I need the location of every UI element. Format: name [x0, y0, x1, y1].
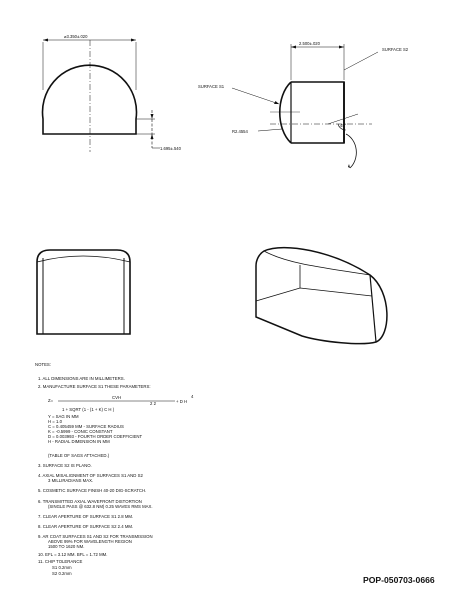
param-radial: H - RADIAL DIMENSION IN MM [48, 439, 110, 444]
surface-s2-label: SURFACE S2 [382, 47, 409, 52]
notes-block [35, 362, 194, 576]
note-9-line-1: 9. AR COAT SURFACES S1 AND S2 FOR TRANSMISSION [38, 534, 153, 539]
formula-tail: + D H [176, 399, 188, 404]
param-h: H = 1.0 [48, 419, 62, 424]
angle-callout: 45° [340, 123, 347, 128]
formula-exponent-4: 4 [191, 394, 194, 399]
front-height-dimension: 1.695±.540 [160, 146, 181, 151]
side-view [232, 44, 378, 168]
note-7: 7. CLEAR APERTURE OF SURFACE S1 2.8 MM. [38, 514, 134, 519]
note-2: 2. MANUFACTURE SURFACE S1 THESE PARAMETERS: [38, 384, 151, 389]
front-width-dimension: ⌀3.350±.020 [64, 34, 88, 39]
chip-tolerance-s2: S2 0.2mm [52, 571, 72, 576]
section-view [37, 250, 130, 334]
note-10: 10. EFL = 3.12 MM. BFL = 1.72 MM. [38, 552, 108, 557]
surface-s1-label: SURFACE S1 [198, 84, 225, 89]
note-8: 8. CLEAR APERTURE OF SURFACE S2 2.4 MM. [38, 524, 134, 529]
note-4-line-2: 3 MILLIRADIANS MAX. [48, 478, 94, 483]
param-y: Y = SAG IN MM [48, 414, 79, 419]
param-c: C = 0.405459 MM - SURFACE RADIUS [48, 424, 124, 429]
note-4-line-1: 4. AXIAL MISALIGNMENT OF SURFACES S1 AND S2 [38, 473, 143, 478]
chip-tolerance-s1: S1 0.2mm [52, 565, 72, 570]
note-11: 11. CHIP TOLERANCE [38, 559, 83, 564]
note-3: 3. SURFACE S2 IS PLANO. [38, 463, 92, 468]
isometric-view [256, 248, 387, 344]
radius-callout: R2.4554 [232, 129, 248, 134]
note-1: 1. ALL DIMENSIONS ARE IN MILLIMETERS. [38, 376, 125, 381]
formula-exponent: 2 2 [150, 401, 156, 406]
note-6-line-1: 6. TRANSMITTED AXIAL WAVEFRONT DISTORTION [38, 499, 142, 504]
note-5: 5. COSMETIC SURFACE FINISH 40-20 DIG-SCRATCH. [38, 488, 147, 493]
sag-table-reference: (TABLE OF SAGS ATTACHED.) [48, 453, 110, 458]
side-width-dimension: 2.500±.020 [299, 41, 320, 46]
notes-header: NOTES: [35, 362, 51, 367]
note-9-line-3: 1500 TO 1620 NM. [48, 544, 85, 549]
formula-denominator: 1 + SQRT (1 - (1 + K) C H ) [62, 407, 115, 412]
param-d: D = 0.003993 - FOURTH ORDER COEFFICIENT [48, 434, 143, 439]
formula-z: Z= [48, 398, 54, 403]
document-number: POP-050703-0666 [363, 575, 435, 585]
note-6-line-2: (SINGLE PASS @ 632.8 NM) 0.25 WAVES RMS MAX. [48, 504, 153, 509]
formula-numerator: CVH [112, 395, 122, 400]
front-view [42, 39, 160, 153]
param-k: K = -0.5999 - CONIC CONSTANT [48, 429, 113, 434]
note-9-line-2: ABOVE 99% FOR WAVELENGTH REGION [48, 539, 132, 544]
